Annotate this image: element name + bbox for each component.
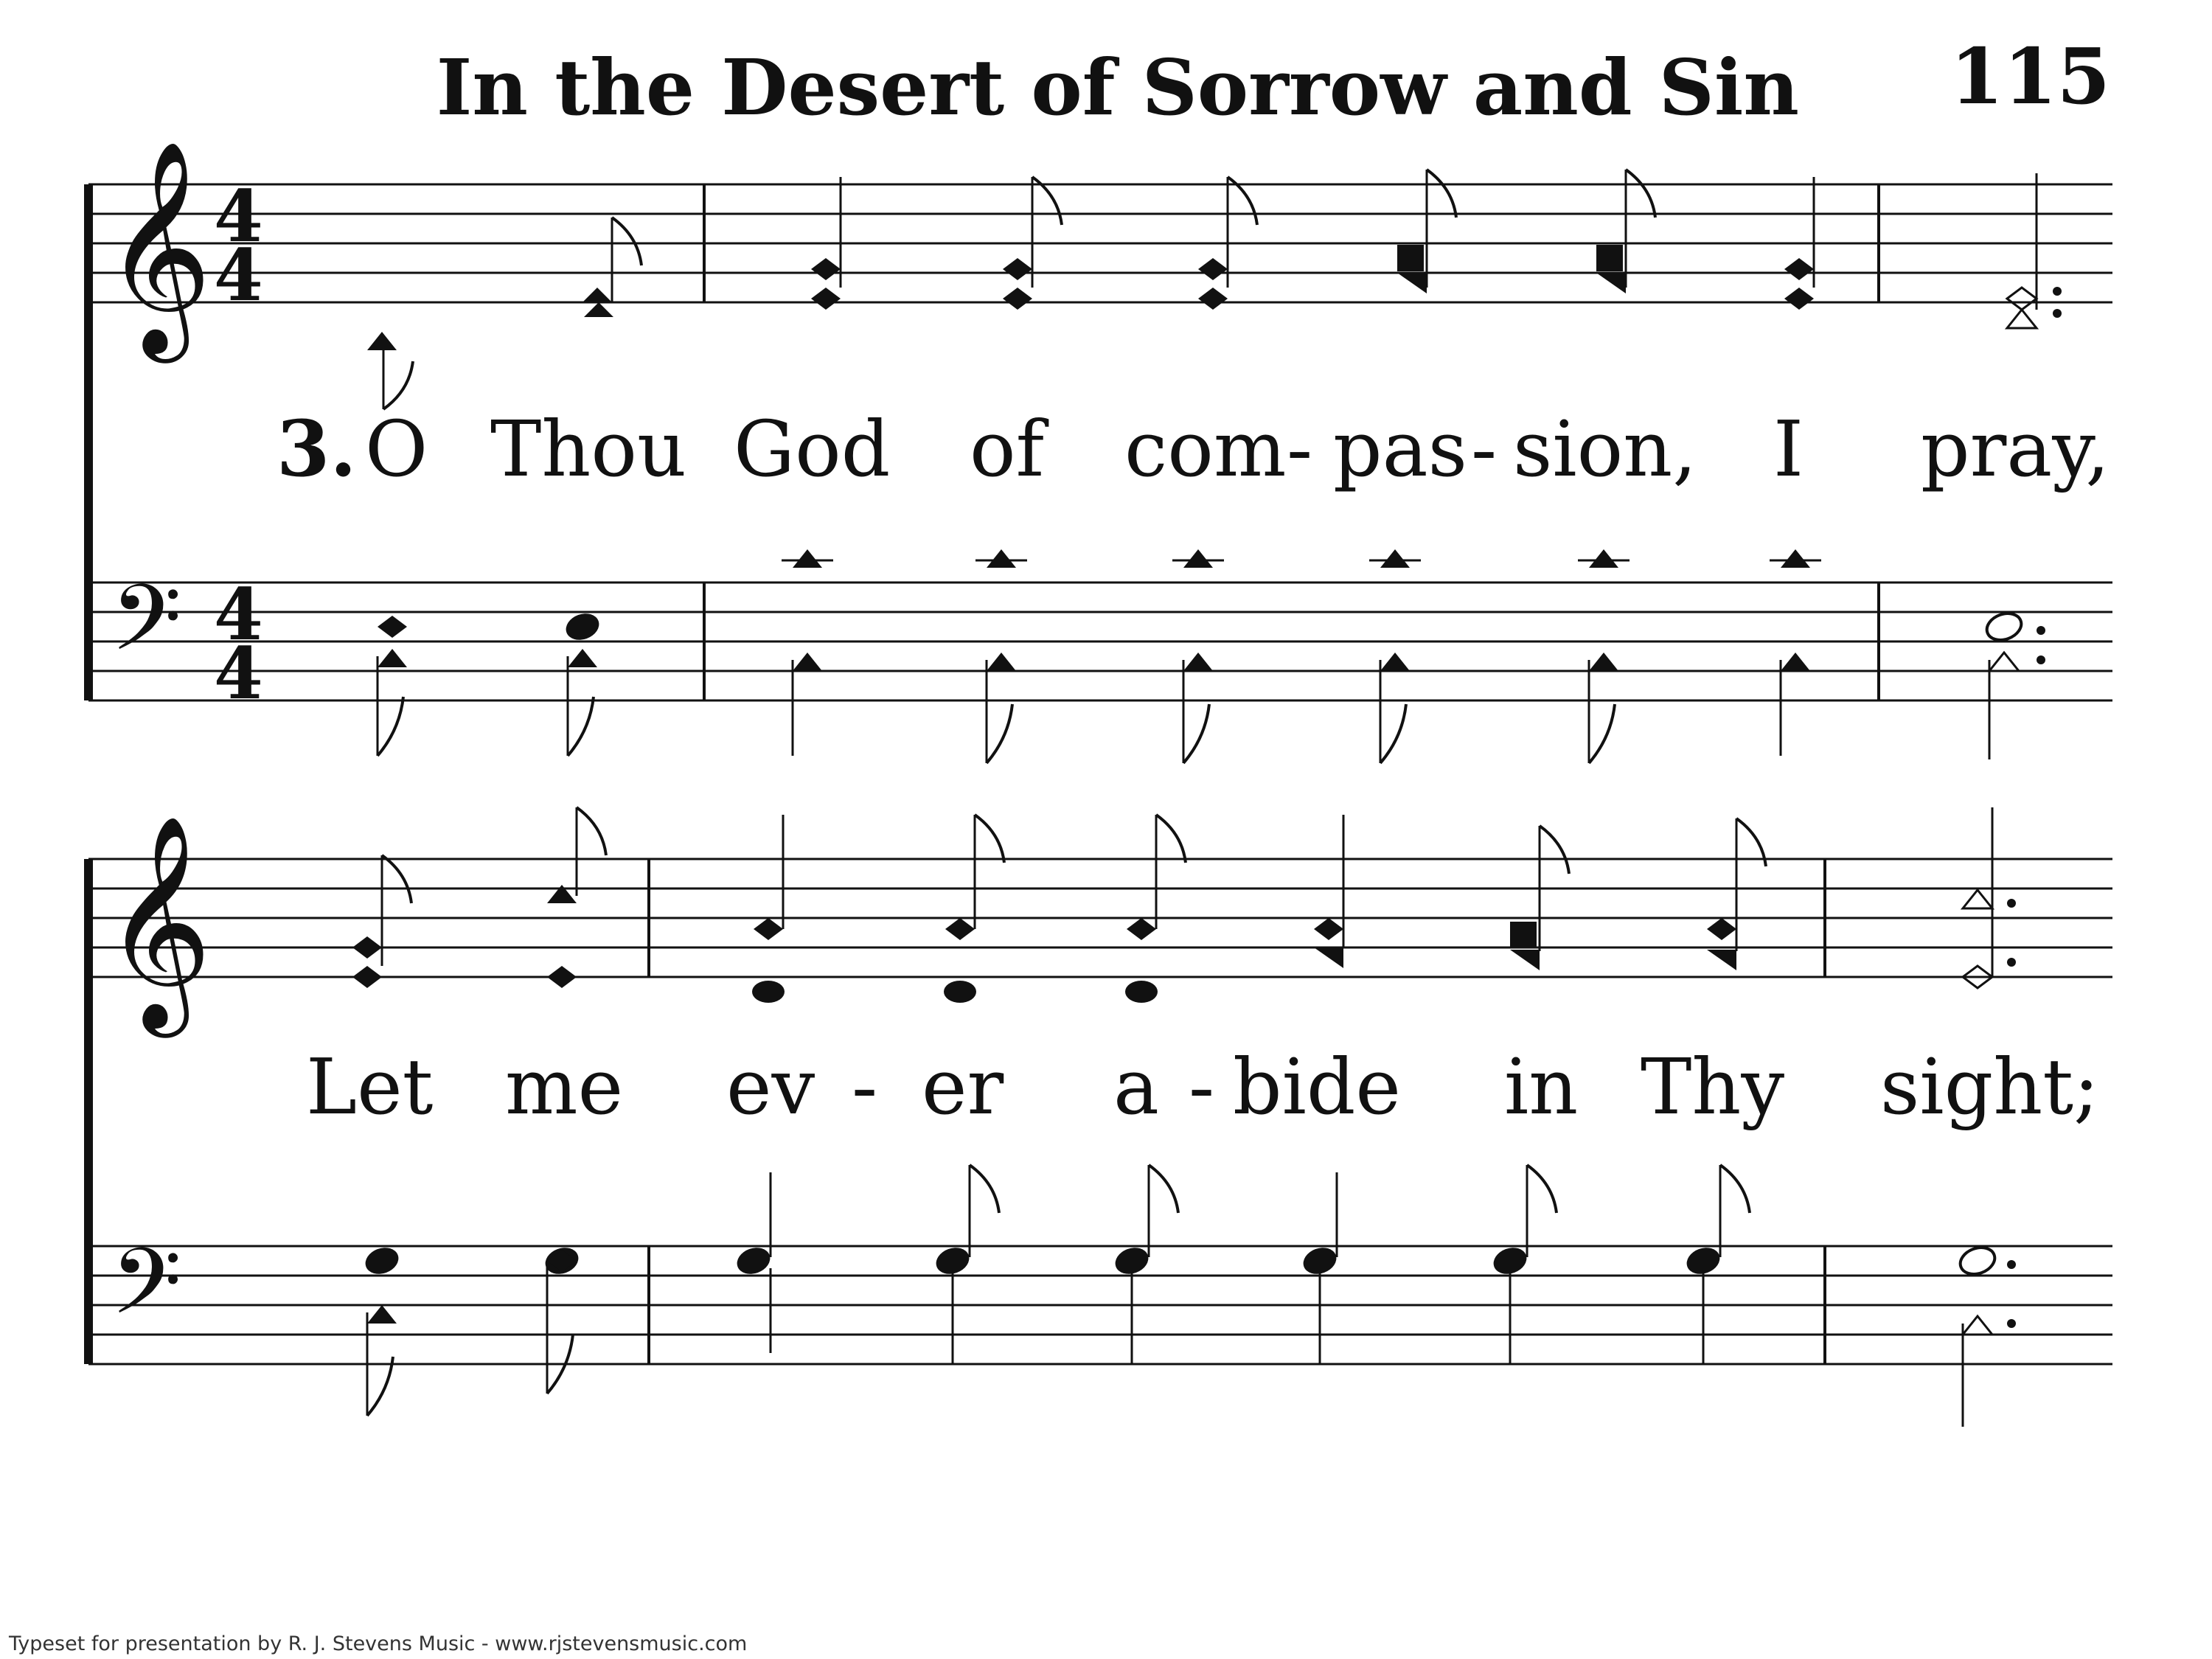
- lyric-syllable: Thou: [490, 404, 686, 494]
- lyric-syllable: pas: [1333, 404, 1467, 494]
- treble-notes-1: [367, 170, 2062, 409]
- lyric-hyphen: -: [1287, 404, 1313, 494]
- note: [811, 258, 841, 280]
- lyric-syllable: in: [1504, 1042, 1579, 1132]
- lyric-hyphen: -: [852, 1042, 878, 1132]
- note: [1198, 258, 1228, 280]
- lyric-syllable: er: [922, 1042, 1004, 1132]
- lyrics-line-1: [276, 403, 2110, 494]
- time-signature-top: 4: [214, 175, 263, 258]
- lyric-syllable: sight;: [1880, 1042, 2100, 1132]
- system-1: [88, 139, 2112, 763]
- note: [383, 361, 413, 409]
- time-signature-bottom: 4: [214, 632, 263, 715]
- lyric-hyphen: -: [1189, 1042, 1215, 1132]
- note: [811, 288, 841, 310]
- time-signature-top: 4: [214, 573, 263, 656]
- lyric-syllable: pray,: [1921, 404, 2110, 494]
- note: [1596, 245, 1623, 271]
- lyric-syllable: a: [1113, 1042, 1160, 1132]
- bass-clef-icon: 𝄢: [111, 566, 182, 694]
- lyric-syllable: O: [365, 404, 428, 494]
- note: [2007, 310, 2037, 328]
- treble-staff-2: [88, 813, 2112, 1038]
- note: [584, 302, 613, 317]
- lyric-syllable: Thy: [1641, 1042, 1785, 1132]
- footer-credit: Typeset for presentation by R. J. Stevens Music - www.rjstevensmusic.com: [9, 1632, 748, 1655]
- lyric-syllable: I: [1773, 404, 1804, 494]
- note: [1397, 245, 1424, 271]
- treble-notes-2: [352, 807, 2016, 1003]
- lyric-syllable: me: [505, 1042, 624, 1132]
- note: [1397, 273, 1427, 293]
- lyric-syllable: Let: [306, 1042, 434, 1132]
- lyric-syllable: God: [734, 404, 891, 494]
- lyric-syllable: com: [1124, 404, 1287, 494]
- note: [1198, 288, 1228, 310]
- note: [2007, 288, 2037, 310]
- lyric-syllable: sion,: [1513, 404, 1697, 494]
- treble-clef-icon: 𝄞: [103, 813, 212, 1028]
- lyric-syllable: of: [970, 404, 1045, 494]
- note: [367, 332, 397, 350]
- bass-notes-2: [362, 1165, 2016, 1427]
- bass-clef-icon: 𝄢: [111, 1229, 182, 1357]
- note: [1596, 273, 1626, 293]
- time-signature-bottom: 4: [214, 234, 263, 317]
- verse-number: 3.: [276, 403, 357, 494]
- note: [1003, 288, 1032, 310]
- system-2: [88, 807, 2112, 1427]
- treble-staff-1: [88, 139, 2112, 364]
- lyric-syllable: bide: [1233, 1042, 1401, 1132]
- note: [1784, 258, 1814, 280]
- note: [1003, 258, 1032, 280]
- note: [1626, 170, 1655, 218]
- lyric-syllable: ev: [726, 1042, 815, 1132]
- hymn-number: 115: [1950, 31, 2110, 122]
- hymn-title: In the Desert of Sorrow and Sin: [436, 42, 1799, 133]
- lyric-hyphen: -: [1471, 404, 1498, 494]
- note: [1427, 170, 1456, 218]
- note: [582, 288, 612, 302]
- note: [612, 218, 641, 265]
- treble-clef-icon: 𝄞: [103, 139, 212, 353]
- lyrics-line-2: [306, 1042, 2099, 1132]
- note: [1784, 288, 1814, 310]
